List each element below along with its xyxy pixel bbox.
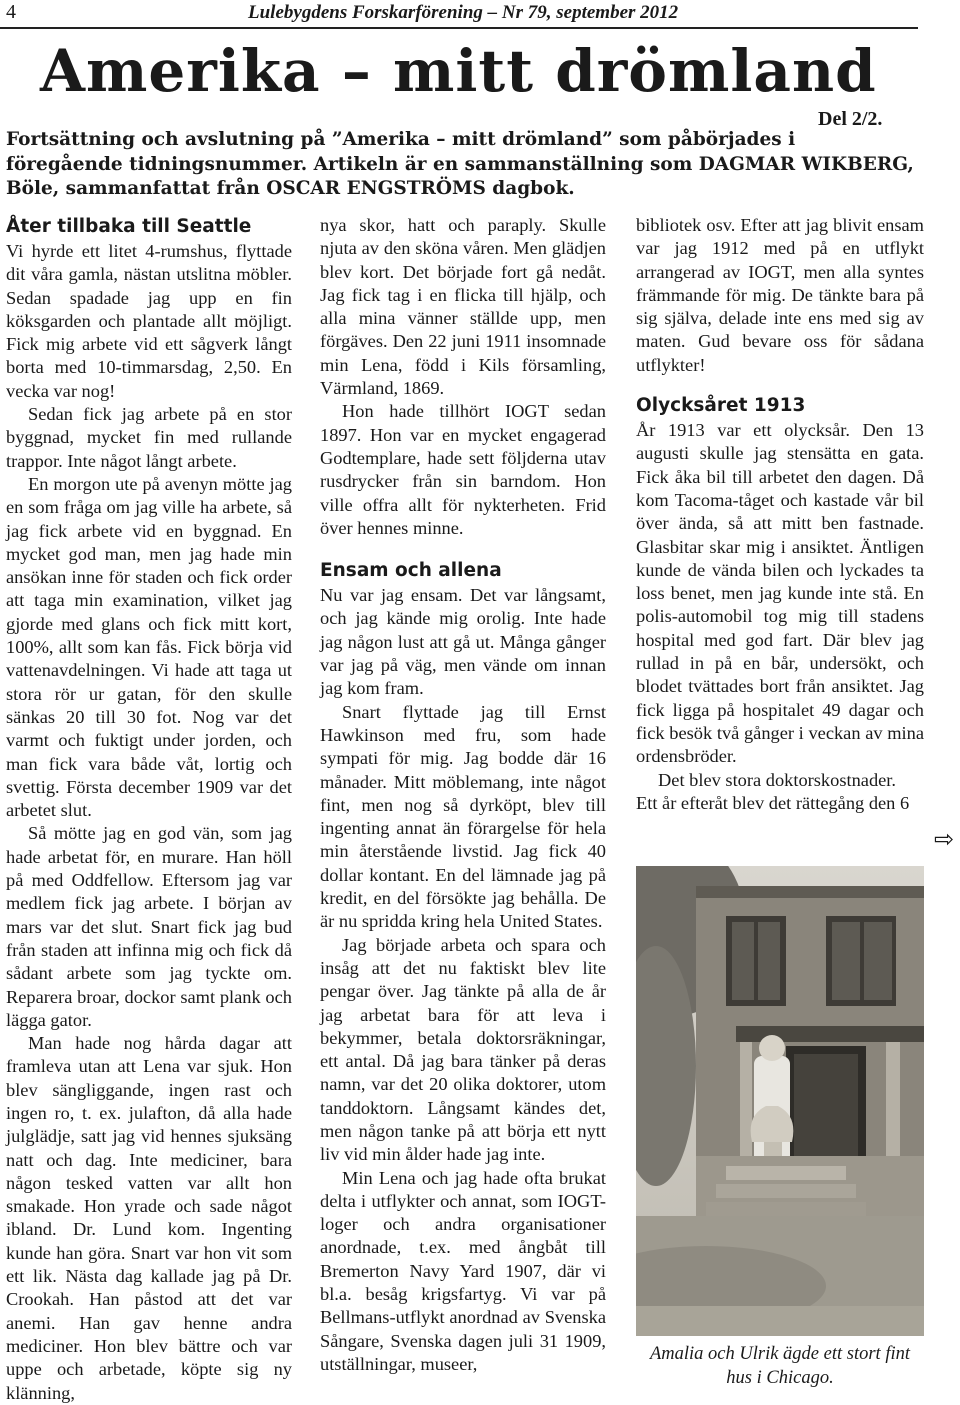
- paragraph: Man hade nog hårda dagar att framleva utan att Lena var sjuk. Hon blev sängliggande, ingen rast och ingen ro, t. ex. julafton, då alla hade julglädje, satt jag vid hennes sjuksäng natt och dag. Inte mediciner, bara någon tesked vatten var allt hon smakade. Hon yrade och sade något ibland. Dr. Lund kom. Ingenting kunde han göra. Snart var hon vit som ett lik. Nästa dag kallade jag på Dr. Crookah. Han påstod att det var anemi. Han gav henne andra mediciner. Hon blev bättre och var uppe och arbetade, köpte sig ny klänning,: [6, 1033, 292, 1403]
- article-title: Amerika – mitt drömland: [40, 37, 877, 105]
- paragraph: Snart flyttade jag till Ernst Hawkinson med fru, som hade sympati för mig. Jag bodde där 16 månader. Mitt möblemang, inte något fint, men nog så dyrköpt, blev till ingenting annat än förargelse för hela min återstående livstid. Jag fick 40 dollar kontant. En del lämnade jag på kredit, en del försökte jag behålla. De är nu spridda kring hela United States.: [320, 701, 606, 932]
- paragraph: År 1913 var ett olycksår. Den 13 augusti skulle jag stensätta en gata. Fick åka bil till arbetet den dagen. Då kom Tacoma-tåget och kastade vår bil över ända, så att mitt ben fastnade. Glasbitar skar mig i ansiktet. Äntligen kunde de vända bilen och lyckades ta loss benet, men jag kunde inte stå. En polis-automobil tog mig till stadens hospital med god fart. Där blev jag rullad in på en bår, undersökt, och blodet tvättades bort från ansiktet. Jag fick ligga på hospitalet 49 dagar och fick besök två gånger i veckan av mina ordensbröder.: [636, 420, 924, 767]
- column-3: [636, 214, 924, 815]
- paragraph: bibliotek osv. Efter att jag blivit ensam var jag 1912 med på en utflykt arrangerad av IOGT, men alla syntes främmande för mig. De tänkte bara på sig själva, delade inte ens med sig av maten. Gud bevare oss för sådana utflykter!: [636, 215, 924, 375]
- paragraph: Hon hade tillhört IOGT sedan 1897. Hon var en mycket engagerad Godtemplare, hade sett följderna utav rusdrycker från sin barndom. Hon ville offra allt för nykterheten. Frid över hennes minne.: [320, 401, 606, 538]
- paragraph: En morgon ute på avenyn mötte jag en som fråga om jag ville ha arbete, så jag fick arbete vid en byggnad. En mycket god man, men jag hade min ansökan inne för staden och fick order att taga min examination, vilket jag gjorde med glans och fick mitt kort, 100%, allt som kan fås. Fick börja vid vattenavdelningen. Vi hade att taga ut stora rör ur gatan, för den skulle sänkas 20 till 30 fot. Nog var det varmt och fuktigt under jorden, och man fick vara både våt, lortig och svettig. Första december 1909 var det arbetet slut.: [6, 473, 292, 821]
- section-heading-olycksaret: Olycksåret 1913: [636, 395, 806, 417]
- paragraph: Så mötte jag en god vän, som jag hade arbetat för, en murare. Han höll på med Oddfellow. Eftersom jag var medlem fick jag arbete. I början av mars var det slut. Snart fick jag bud från staden att infinna mig och fick då sådant arbete som jag tyckte om. Reparera broar, dockor samt plank och lägga gator.: [6, 823, 292, 1030]
- article-intro: Fortsättning och avslutning på ”Amerika – mitt drömland” som påbörjades i föregående tidningsnummer. Artikeln är en sammanställning som DAGMAR WIKBERG, Böle, sammanfattat från OSCAR ENGSTRÖMS dagbok.: [6, 129, 914, 199]
- paragraph: Min Lena och jag hade ofta brukat delta i utflykter och annat, som IOGT-loger och andra organisationer anordnade, t.ex. med ångbåt till Bremerton Navy Yard 1907, där vi bl.a. besåg krigsfartyg. Vi var på Bellmans-utflykt anordnad av Svenska Sångare, Svenska dagen juli 31 1909, utställningar, museer,: [320, 1167, 606, 1374]
- paragraph: nya skor, hatt och paraply. Skulle njuta av den sköna våren. Men glädjen blev kort. Det började fort gå nedåt. Jag fick tag i en flicka till hjälp, och alla mina vänner ställde upp, men förgäves. Den 22 juni 1911 insomnade min Lena, född i Kils församling, Värmland, 1869.: [320, 215, 606, 399]
- header-rule: [0, 27, 918, 29]
- article-subtitle: Del 2/2.: [818, 108, 883, 130]
- section-heading-ensam: Ensam och allena: [320, 560, 502, 582]
- running-head: Lulebygdens Forskarförening – Nr 79, september 2012: [248, 2, 679, 23]
- paragraph: Vi hyrde ett litet 4-rumshus, flyttade dit våra gamla, nästan utslitna möbler. Sedan spadade jag upp en fin köksgarden och plantade allt möjligt. Fick mig arbete vid ett sågverk långt borta med 10-timmarsdag, 2,50. En vecka var nog!: [6, 241, 292, 401]
- house-photo-illustration: [636, 866, 924, 1336]
- photo-caption: Amalia och Ulrik ägde ett stort fint hus i Chicago.: [649, 1344, 910, 1388]
- paragraph: Nu var jag ensam. Det var långsamt, och jag kände mig orolig. Inte hade jag någon lust att gå ut. Många gånger var jag på väg, men vände om innan jag kom fram.: [320, 585, 606, 699]
- page-header: [0, 0, 960, 30]
- paragraph: Ett år efteråt blev det rättegång den 6: [636, 792, 910, 813]
- column-2: [320, 214, 606, 1376]
- arrow-right-icon: ⇨: [934, 825, 955, 853]
- section-heading-seattle: Åter tillbaka till Seattle: [6, 216, 252, 237]
- paragraph: Det blev stora doktorskostnader.: [658, 769, 897, 790]
- house-photo: [636, 866, 924, 1336]
- paragraph: Sedan fick jag arbete på en stor byggnad, mycket fin med rullande trappor. Inte något långt arbete.: [6, 404, 292, 471]
- paragraph: Jag började arbeta och spara och insåg att det nu faktiskt blev lite pengar över. Jag tänkte på alla de år jag arbetat bara för att leva i bekymmer, betala doktorsräkningar, ett antal. Då jag bara tänker på deras namn, var det 20 olika doktorer, utom tanddoktorn. Långsamt kändes det, men någon tanke på att börja ett nytt liv vid min ålder hade jag inte.: [320, 934, 606, 1165]
- column-1: [6, 214, 292, 1405]
- page-number: 4: [6, 1, 16, 23]
